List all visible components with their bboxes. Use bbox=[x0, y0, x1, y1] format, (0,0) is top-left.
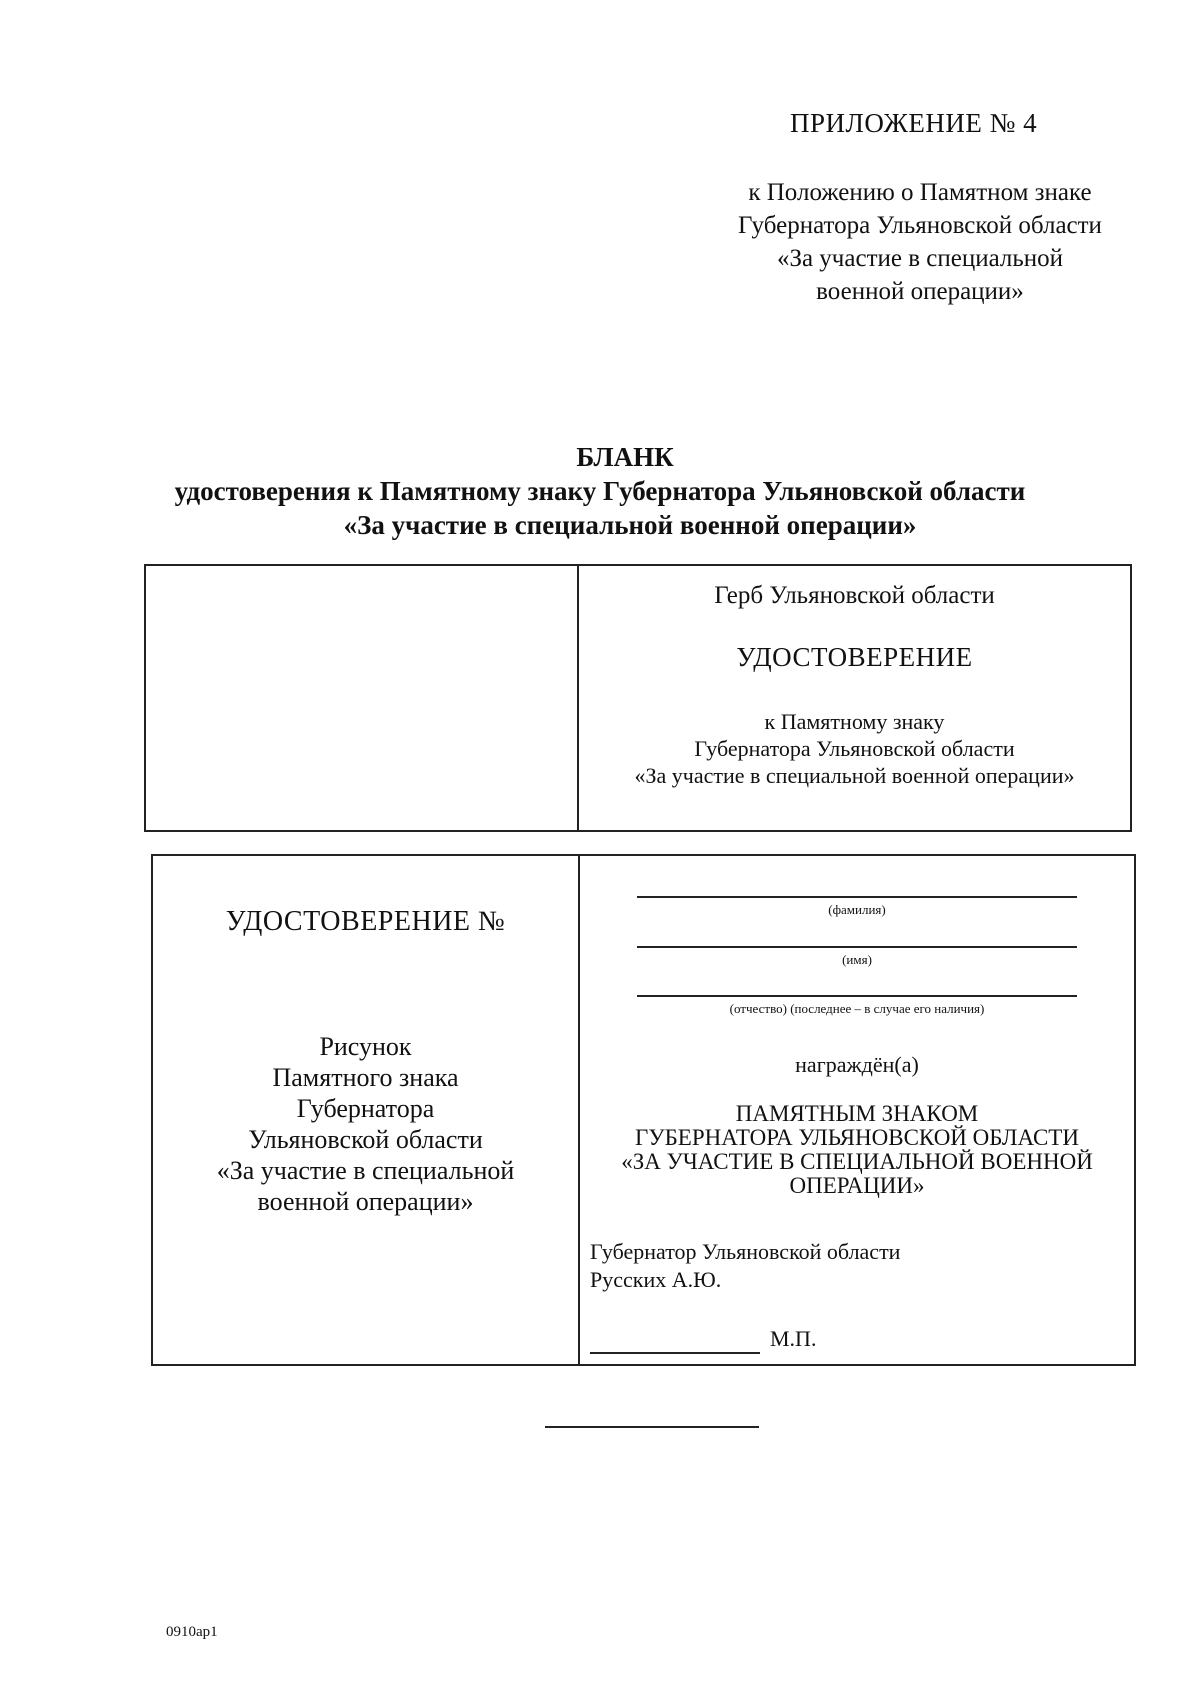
badge-picture-caption bbox=[153, 1031, 578, 1217]
certificate-cover bbox=[144, 564, 1132, 832]
badge-line: ПАМЯТНЫМ ЗНАКОМ bbox=[735, 1101, 979, 1126]
badge-name bbox=[580, 1102, 1134, 1198]
caption-line: Памятного знака bbox=[272, 1063, 459, 1092]
cover-subtitle-line: «За участие в специальной военной операции» bbox=[634, 763, 1075, 788]
patronymic-label: (отчество) (последнее – в случае его наличия) bbox=[729, 1001, 985, 1016]
title-line: удостоверения к Памятному знаку Губернатора Ульяновской области bbox=[174, 476, 1026, 506]
inner-right-page bbox=[580, 856, 1134, 1364]
patronymic-line[interactable] bbox=[637, 995, 1077, 997]
annex-ref-line: к Положению о Памятном знаке bbox=[748, 179, 1092, 206]
governor-name: Русских А.Ю. bbox=[590, 1267, 722, 1292]
name-line[interactable] bbox=[637, 946, 1077, 948]
badge-line: «ЗА УЧАСТИЕ В СПЕЦИАЛЬНОЙ ВОЕННОЙ bbox=[621, 1149, 1093, 1174]
caption-line: Рисунок bbox=[319, 1032, 412, 1061]
title-line: «За участие в специальной военной операции» bbox=[343, 510, 917, 540]
cover-heading: УДОСТОВЕРЕНИЕ bbox=[736, 642, 973, 672]
cover-subtitle bbox=[579, 708, 1130, 789]
annex-ref-line: «За участие в специальной bbox=[776, 245, 1064, 272]
surname-line[interactable] bbox=[637, 896, 1077, 898]
coat-of-arms-label: Герб Ульяновской области bbox=[714, 582, 995, 609]
stamp-place-label: М.П. bbox=[770, 1326, 817, 1351]
caption-line: военной операции» bbox=[257, 1187, 474, 1216]
inner-left-page bbox=[153, 856, 578, 1364]
surname-label: (фамилия) bbox=[828, 902, 886, 917]
caption-line: «За участие в специальной bbox=[216, 1156, 515, 1185]
end-separator bbox=[545, 1426, 759, 1428]
document-code: 0910ap1 bbox=[166, 1624, 218, 1640]
name-label: (имя) bbox=[842, 952, 872, 967]
badge-line: ОПЕРАЦИИ» bbox=[789, 1173, 925, 1198]
governor-title: Губернатор Ульяновской области bbox=[590, 1239, 901, 1264]
annex-reference bbox=[690, 176, 1150, 308]
annex-ref-line: Губернатора Ульяновской области bbox=[738, 212, 1102, 239]
cover-front bbox=[579, 566, 1130, 830]
caption-line: Губернатора bbox=[296, 1094, 435, 1123]
signature-line[interactable] bbox=[590, 1352, 760, 1354]
document-title bbox=[0, 440, 1200, 542]
cover-subtitle-line: к Памятному знаку bbox=[764, 709, 945, 734]
annex-ref-line: военной операции» bbox=[816, 278, 1024, 305]
annex-number: ПРИЛОЖЕНИЕ № 4 bbox=[790, 108, 1038, 138]
certificate-number-label: УДОСТОВЕРЕНИЕ № bbox=[225, 906, 506, 937]
certificate-inner bbox=[151, 854, 1136, 1366]
cover-subtitle-line: Губернатора Ульяновской области bbox=[694, 736, 1015, 761]
governor-block bbox=[590, 1238, 900, 1294]
title-line: БЛАНК bbox=[576, 442, 674, 472]
awarded-text: награждён(а) bbox=[795, 1052, 919, 1077]
badge-line: ГУБЕРНАТОРА УЛЬЯНОВСКОЙ ОБЛАСТИ bbox=[635, 1125, 1079, 1150]
caption-line: Ульяновской области bbox=[248, 1125, 483, 1154]
